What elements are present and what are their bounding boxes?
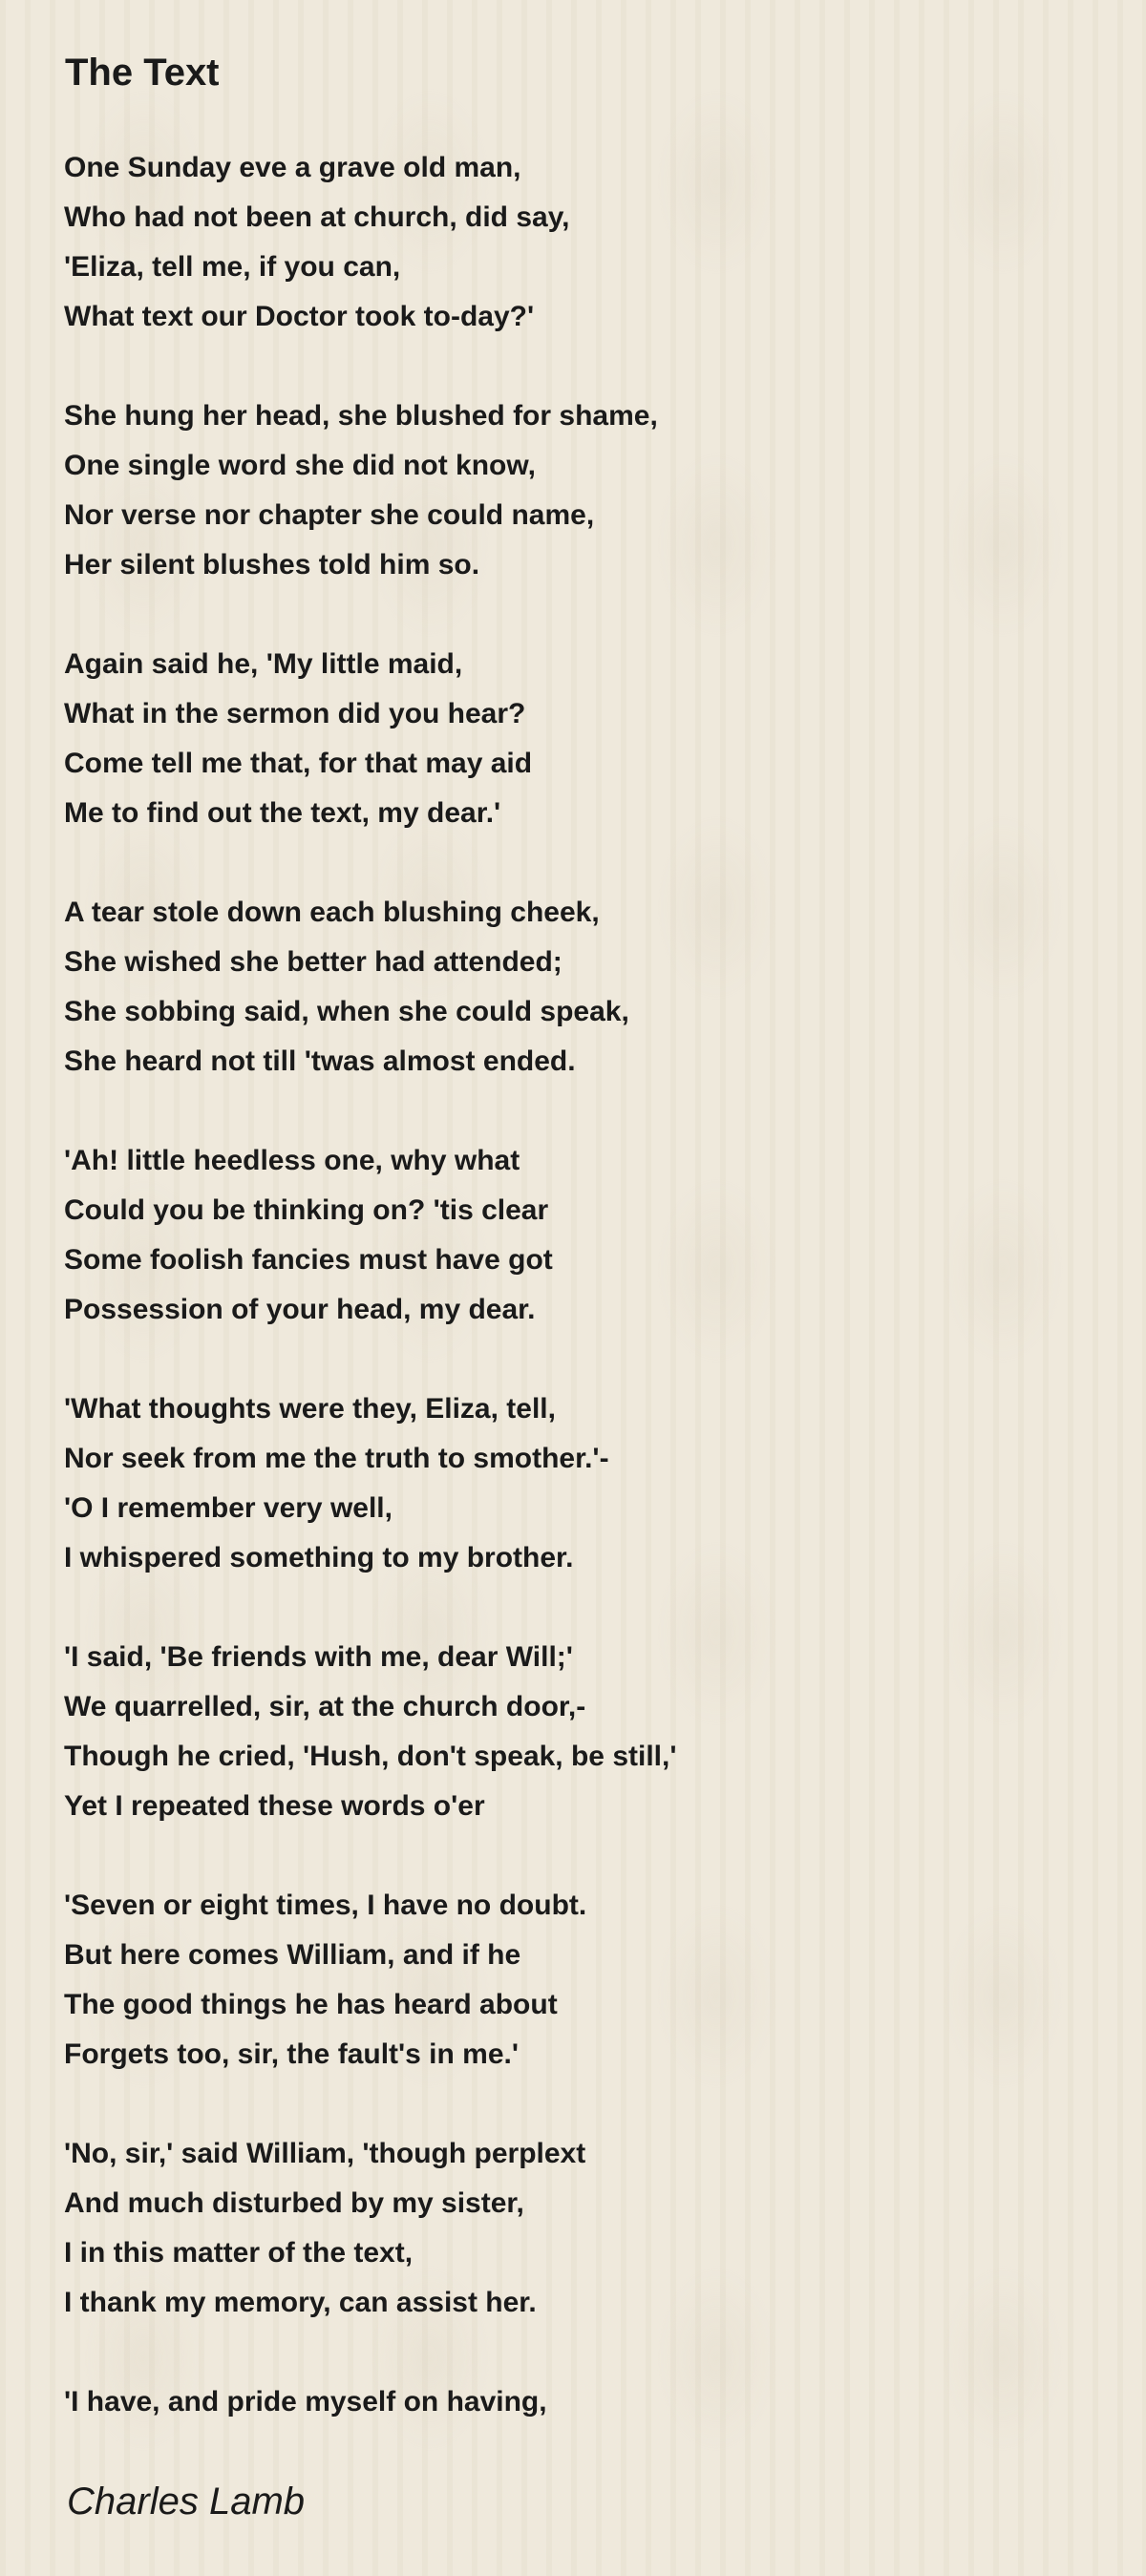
poem-stanza — [64, 1881, 1095, 2080]
poem-stanza — [64, 1633, 1095, 1831]
poem-line: What text our Doctor took to-day?' — [64, 301, 535, 332]
poem-line: And much disturbed by my sister, — [64, 2187, 524, 2219]
poem-line: Forgets too, sir, the fault's in me.' — [64, 2038, 520, 2070]
poem-line: I thank my memory, can assist her. — [64, 2287, 537, 2318]
poem-line: She sobbing said, when she could speak, — [64, 996, 629, 1027]
poem-stanza — [64, 391, 1095, 590]
poem-stanza — [64, 2129, 1095, 2328]
poem-stanza — [64, 1384, 1095, 1583]
poem-line: Yet I repeated these words o'er — [64, 1790, 485, 1822]
poem-stanza — [64, 1136, 1095, 1335]
poem-line: But here comes William, and if he — [64, 1939, 521, 1971]
poem-line: Some foolish fancies must have got — [64, 1244, 553, 1276]
poem-line: 'What thoughts were they, Eliza, tell, — [64, 1393, 556, 1425]
poem-stanza — [64, 640, 1095, 838]
poem-line: One single word she did not know, — [64, 450, 536, 481]
poem-line: Though he cried, 'Hush, don't speak, be still,' — [64, 1741, 677, 1772]
poem-line: She wished she better had attended; — [64, 946, 562, 978]
poem-line: What in the sermon did you hear? — [64, 698, 526, 729]
poem-line: She hung her head, she blushed for shame, — [64, 400, 658, 432]
poem-line: 'I said, 'Be friends with me, dear Will;' — [64, 1641, 573, 1673]
poem-line: One Sunday eve a grave old man, — [64, 152, 521, 183]
poem-line: 'No, sir,' said William, 'though perplext — [64, 2138, 586, 2169]
poem-line: I whispered something to my brother. — [64, 1542, 574, 1573]
poem-body — [64, 143, 1095, 2477]
poem-line: Again said he, 'My little maid, — [64, 648, 463, 680]
poem-line: 'Eliza, tell me, if you can, — [64, 251, 401, 283]
poem-line: Could you be thinking on? 'tis clear — [64, 1194, 549, 1226]
poem-line: Her silent blushes told him so. — [64, 549, 480, 581]
poem-line: 'Ah! little heedless one, why what — [64, 1145, 520, 1176]
poem-line: Who had not been at church, did say, — [64, 201, 570, 233]
poem-stanza — [64, 888, 1095, 1087]
poem-line: A tear stole down each blushing cheek, — [64, 897, 600, 928]
poem-stanza — [64, 2377, 1095, 2427]
poem-title: The Text — [65, 52, 220, 94]
poem-line: The good things he has heard about — [64, 1989, 558, 2020]
poem-line: 'Seven or eight times, I have no doubt. — [64, 1890, 587, 1921]
poem-line: Nor seek from me the truth to smother.'- — [64, 1443, 609, 1474]
poem-line: Possession of your head, my dear. — [64, 1294, 536, 1325]
poem-author: Charles Lamb — [67, 2481, 306, 2523]
poem-line: She heard not till 'twas almost ended. — [64, 1045, 576, 1077]
poem-line: 'I have, and pride myself on having, — [64, 2386, 547, 2418]
poem-stanza — [64, 143, 1095, 342]
poem-line: We quarrelled, sir, at the church door,- — [64, 1691, 586, 1722]
poem-line: 'O I remember very well, — [64, 1492, 393, 1524]
poem-line: Me to find out the text, my dear.' — [64, 797, 501, 829]
poem-line: Come tell me that, for that may aid — [64, 748, 533, 779]
poem-line: Nor verse nor chapter she could name, — [64, 499, 595, 531]
poem-line: I in this matter of the text, — [64, 2237, 414, 2269]
